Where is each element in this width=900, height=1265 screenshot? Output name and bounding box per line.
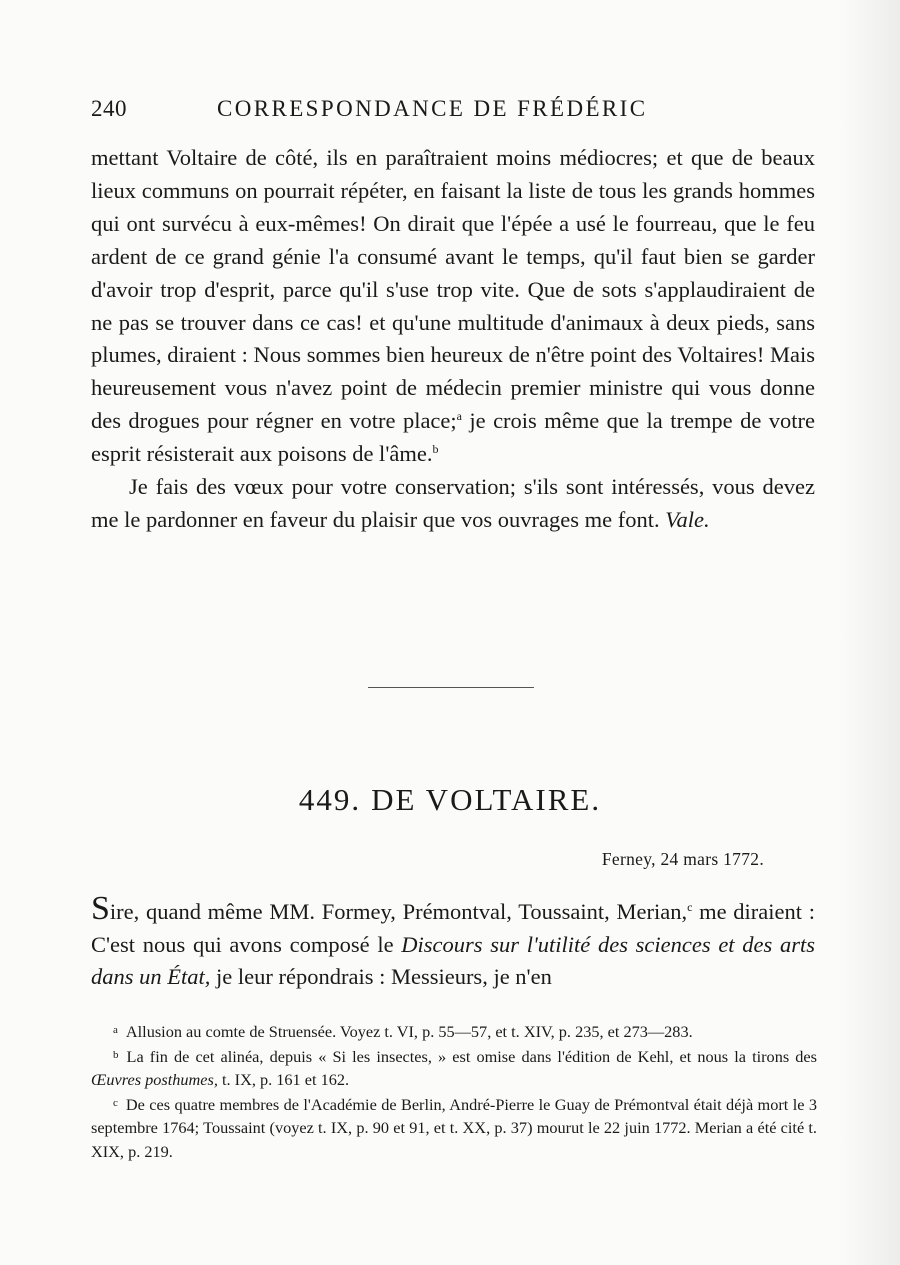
letter-number: 449.	[298, 782, 362, 817]
letter-paragraph	[91, 890, 815, 994]
paragraph-2-text: Je fais des vœux pour votre conservation; s'ils sont intéressés, vous devez me le pardonner en faveur du plaisir que vos ouvrages me font.	[91, 474, 815, 532]
paragraph-2	[91, 471, 815, 537]
work-title: Discours sur l'utilité des sciences et des arts dans un État,	[91, 931, 815, 989]
letter-text-2: me diraient : C'est nous qui avons composé le	[91, 899, 815, 957]
footnote-text: t. IX, p. 161 et 162.	[217, 1070, 350, 1089]
letter-title: DE VOLTAIRE.	[371, 782, 602, 817]
footnotes	[91, 1019, 817, 1163]
section-divider	[368, 687, 534, 688]
footnote-ref-c: c	[687, 900, 693, 914]
continued-letter-text	[91, 142, 815, 537]
letter-heading	[0, 782, 900, 818]
footnote-italic-title: Œuvres posthumes,	[91, 1070, 218, 1089]
footnote-ref-a: a	[456, 409, 462, 424]
footnote-mark: a	[113, 1024, 118, 1036]
closing-vale: Vale.	[665, 506, 710, 532]
running-title: CORRESPONDANCE DE FRÉDÉRIC	[217, 96, 648, 121]
footnote-ref-b: b	[432, 442, 439, 457]
footnote-text: De ces quatre membres de l'Académie de Berlin, André-Pierre le Guay de Prémontval était déjà mort le 3 septembre 1764; Toussaint (voyez t. IX, p. 90 et 91, et t. XX, p. 37) mourut le 22 juin 1772. Merian a été cité t. XIX, p. 219.	[91, 1094, 817, 1161]
footnote-a	[91, 1019, 817, 1044]
drop-cap: S	[91, 890, 110, 927]
paragraph-1-part-b: je crois même que la trempe de votre esprit résisterait aux poisons de l'âme.	[91, 408, 815, 467]
paragraph-1	[91, 142, 815, 471]
letter-body	[91, 890, 815, 994]
letter-text-1: ire, quand même MM. Formey, Prémontval, Toussaint, Merian,	[109, 899, 688, 924]
dateline: Ferney, 24 mars 1772.	[601, 849, 764, 869]
running-header	[91, 96, 816, 128]
footnote-mark: c	[113, 1096, 118, 1109]
paragraph-1-part-a: mettant Voltaire de côté, ils en paraîtraient moins médiocres; et que de beaux lieux communs on pourrait répéter, en faisant la liste de tous les grands hommes qui ont survécu à eux-mêmes! On dirait que l'épée a usé le fourreau, que le feu ardent de ce grand génie l'a consumé avant le temps, qu'il faut bien se garder d'avoir trop d'esprit, parce qu'il s'use trop vite. Que de sots s'applaudiraient de ne pas se trouver dans ce cas! et qu'une multitude d'animaux à deux pieds, sans plumes, diraient : Nous sommes bien heureux de n'être point des Voltaires! Mais heureusement vous n'avez point de médecin premier ministre qui vous donne des drogues pour régner en votre place;	[91, 145, 815, 434]
footnote-c	[91, 1092, 817, 1164]
page-edge-shadow	[840, 0, 900, 1265]
footnote-b	[91, 1044, 817, 1092]
footnote-text: La fin de cet alinéa, depuis « Si les insectes, » est omise dans l'édition de Kehl, et nous la tirons des	[126, 1046, 817, 1066]
page-number: 240	[91, 96, 127, 121]
footnote-text: Allusion au comte de Struensée. Voyez t. VI, p. 55—57, et t. XIV, p. 235, et 273—283.	[125, 1022, 693, 1041]
footnote-mark: b	[113, 1048, 119, 1061]
letter-text-3: je leur répondrais : Messieurs, je n'en	[210, 964, 552, 989]
